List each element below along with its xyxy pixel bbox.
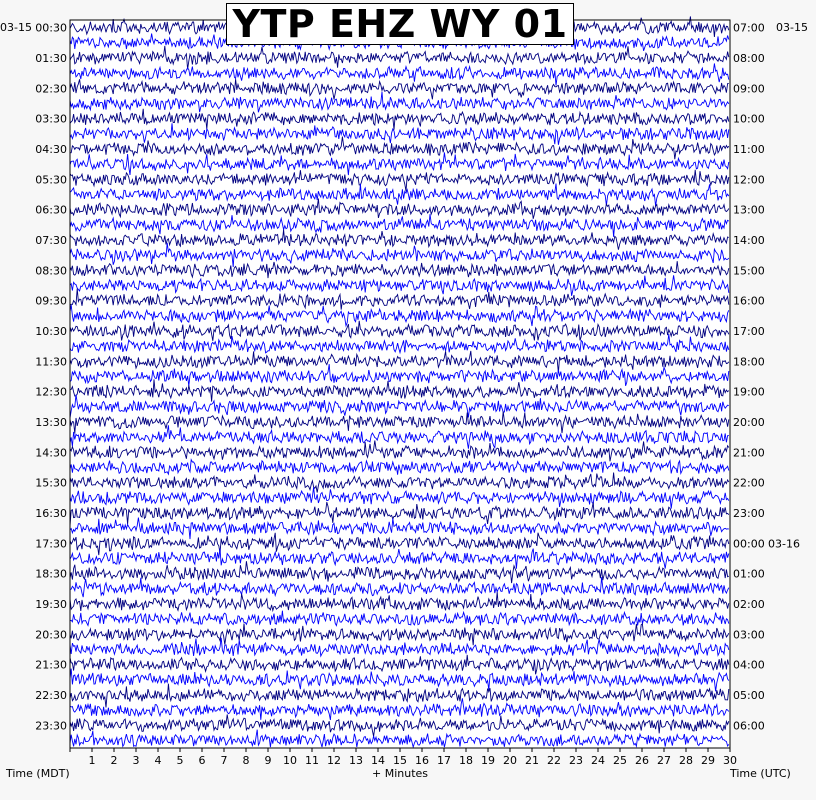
x-tick-label: 7 bbox=[220, 754, 228, 767]
x-tick-label: 19 bbox=[481, 754, 495, 767]
left-tick-label: 12:30 bbox=[35, 385, 67, 399]
right-tick-label: 01:00 bbox=[733, 567, 765, 581]
x-tick-label: 18 bbox=[459, 754, 473, 767]
right-tick-label: 23:00 bbox=[733, 506, 765, 520]
x-tick-label: 10 bbox=[283, 754, 297, 767]
left-axis-title: Time (MDT) bbox=[6, 767, 70, 780]
left-tick-label: 03:30 bbox=[35, 112, 67, 126]
x-tick-label: 25 bbox=[613, 754, 627, 767]
x-tick-label: 26 bbox=[635, 754, 649, 767]
x-tick-label: 4 bbox=[154, 754, 162, 767]
x-axis bbox=[70, 748, 737, 767]
left-tick-label: 05:30 bbox=[35, 173, 67, 187]
x-tick-label: 27 bbox=[657, 754, 671, 767]
right-axis-title: Time (UTC) bbox=[730, 767, 791, 780]
x-tick-label: 21 bbox=[525, 754, 539, 767]
x-axis-title: + Minutes bbox=[372, 767, 429, 780]
right-tick-label: 11:00 bbox=[733, 142, 765, 156]
right-tick-label: 19:00 bbox=[733, 385, 765, 399]
right-tick-label: 10:00 bbox=[733, 112, 765, 126]
left-tick-label: 06:30 bbox=[35, 203, 67, 217]
x-tick-label: 6 bbox=[198, 754, 206, 767]
x-tick-label: 12 bbox=[327, 754, 341, 767]
left-axis bbox=[35, 22, 67, 733]
right-date-mid-label: 03-16 bbox=[768, 537, 800, 551]
right-tick-label: 12:00 bbox=[733, 173, 765, 187]
left-tick-label: 18:30 bbox=[35, 567, 67, 581]
left-tick-label: 19:30 bbox=[35, 597, 67, 611]
right-date-top-label: 03-15 bbox=[776, 21, 808, 34]
left-tick-label: 15:30 bbox=[35, 476, 67, 490]
right-tick-label: 22:00 bbox=[733, 476, 765, 490]
right-tick-label: 00:00 bbox=[733, 537, 765, 551]
x-tick-label: 30 bbox=[723, 754, 737, 767]
right-tick-label: 14:00 bbox=[733, 233, 765, 247]
x-tick-label: 2 bbox=[110, 754, 118, 767]
right-tick-label: 08:00 bbox=[733, 51, 765, 65]
x-tick-label: 9 bbox=[264, 754, 272, 767]
x-tick-label: 23 bbox=[569, 754, 583, 767]
x-tick-label: 5 bbox=[176, 754, 184, 767]
x-tick-label: 3 bbox=[132, 754, 140, 767]
left-tick-label: 10:30 bbox=[35, 324, 67, 338]
x-tick-label: 24 bbox=[591, 754, 605, 767]
right-tick-label: 18:00 bbox=[733, 355, 765, 369]
left-tick-label: 09:30 bbox=[35, 294, 67, 308]
right-tick-label: 15:00 bbox=[733, 264, 765, 278]
x-tick-label: 11 bbox=[305, 754, 319, 767]
right-tick-label: 17:00 bbox=[733, 324, 765, 338]
right-tick-label: 02:00 bbox=[733, 597, 765, 611]
right-tick-label: 20:00 bbox=[733, 415, 765, 429]
x-tick-label: 16 bbox=[415, 754, 429, 767]
left-tick-label: 01:30 bbox=[35, 51, 67, 65]
x-tick-label: 28 bbox=[679, 754, 693, 767]
x-tick-label: 8 bbox=[242, 754, 250, 767]
x-tick-label: 29 bbox=[701, 754, 715, 767]
chart-title: YTP EHZ WY 01 bbox=[226, 3, 574, 45]
x-tick-label: 22 bbox=[547, 754, 561, 767]
left-tick-label: 07:30 bbox=[35, 233, 67, 247]
right-axis bbox=[733, 22, 800, 733]
right-tick-label: 21:00 bbox=[733, 446, 765, 460]
left-tick-label: 16:30 bbox=[35, 506, 67, 520]
left-tick-label: 00:30 bbox=[35, 21, 67, 35]
left-date-label: 03-15 bbox=[0, 21, 32, 34]
left-tick-label: 23:30 bbox=[35, 719, 67, 733]
right-tick-label: 09:00 bbox=[733, 82, 765, 96]
left-tick-label: 11:30 bbox=[35, 355, 67, 369]
right-tick-label: 07:00 bbox=[733, 21, 765, 35]
right-tick-label: 04:00 bbox=[733, 658, 765, 672]
left-tick-label: 04:30 bbox=[35, 142, 67, 156]
left-tick-label: 08:30 bbox=[35, 264, 67, 278]
left-tick-label: 21:30 bbox=[35, 658, 67, 672]
right-tick-label: 13:00 bbox=[733, 203, 765, 217]
left-tick-label: 13:30 bbox=[35, 415, 67, 429]
x-tick-label: 14 bbox=[371, 754, 385, 767]
x-tick-label: 20 bbox=[503, 754, 517, 767]
left-tick-label: 17:30 bbox=[35, 537, 67, 551]
left-tick-label: 02:30 bbox=[35, 82, 67, 96]
x-tick-label: 17 bbox=[437, 754, 451, 767]
right-tick-label: 03:00 bbox=[733, 628, 765, 642]
x-tick-label: 15 bbox=[393, 754, 407, 767]
x-tick-label: 1 bbox=[88, 754, 96, 767]
right-tick-label: 06:00 bbox=[733, 719, 765, 733]
left-tick-label: 22:30 bbox=[35, 688, 67, 702]
right-tick-label: 16:00 bbox=[733, 294, 765, 308]
x-tick-label: 13 bbox=[349, 754, 363, 767]
left-tick-label: 14:30 bbox=[35, 446, 67, 460]
left-tick-label: 20:30 bbox=[35, 628, 67, 642]
right-tick-label: 05:00 bbox=[733, 688, 765, 702]
